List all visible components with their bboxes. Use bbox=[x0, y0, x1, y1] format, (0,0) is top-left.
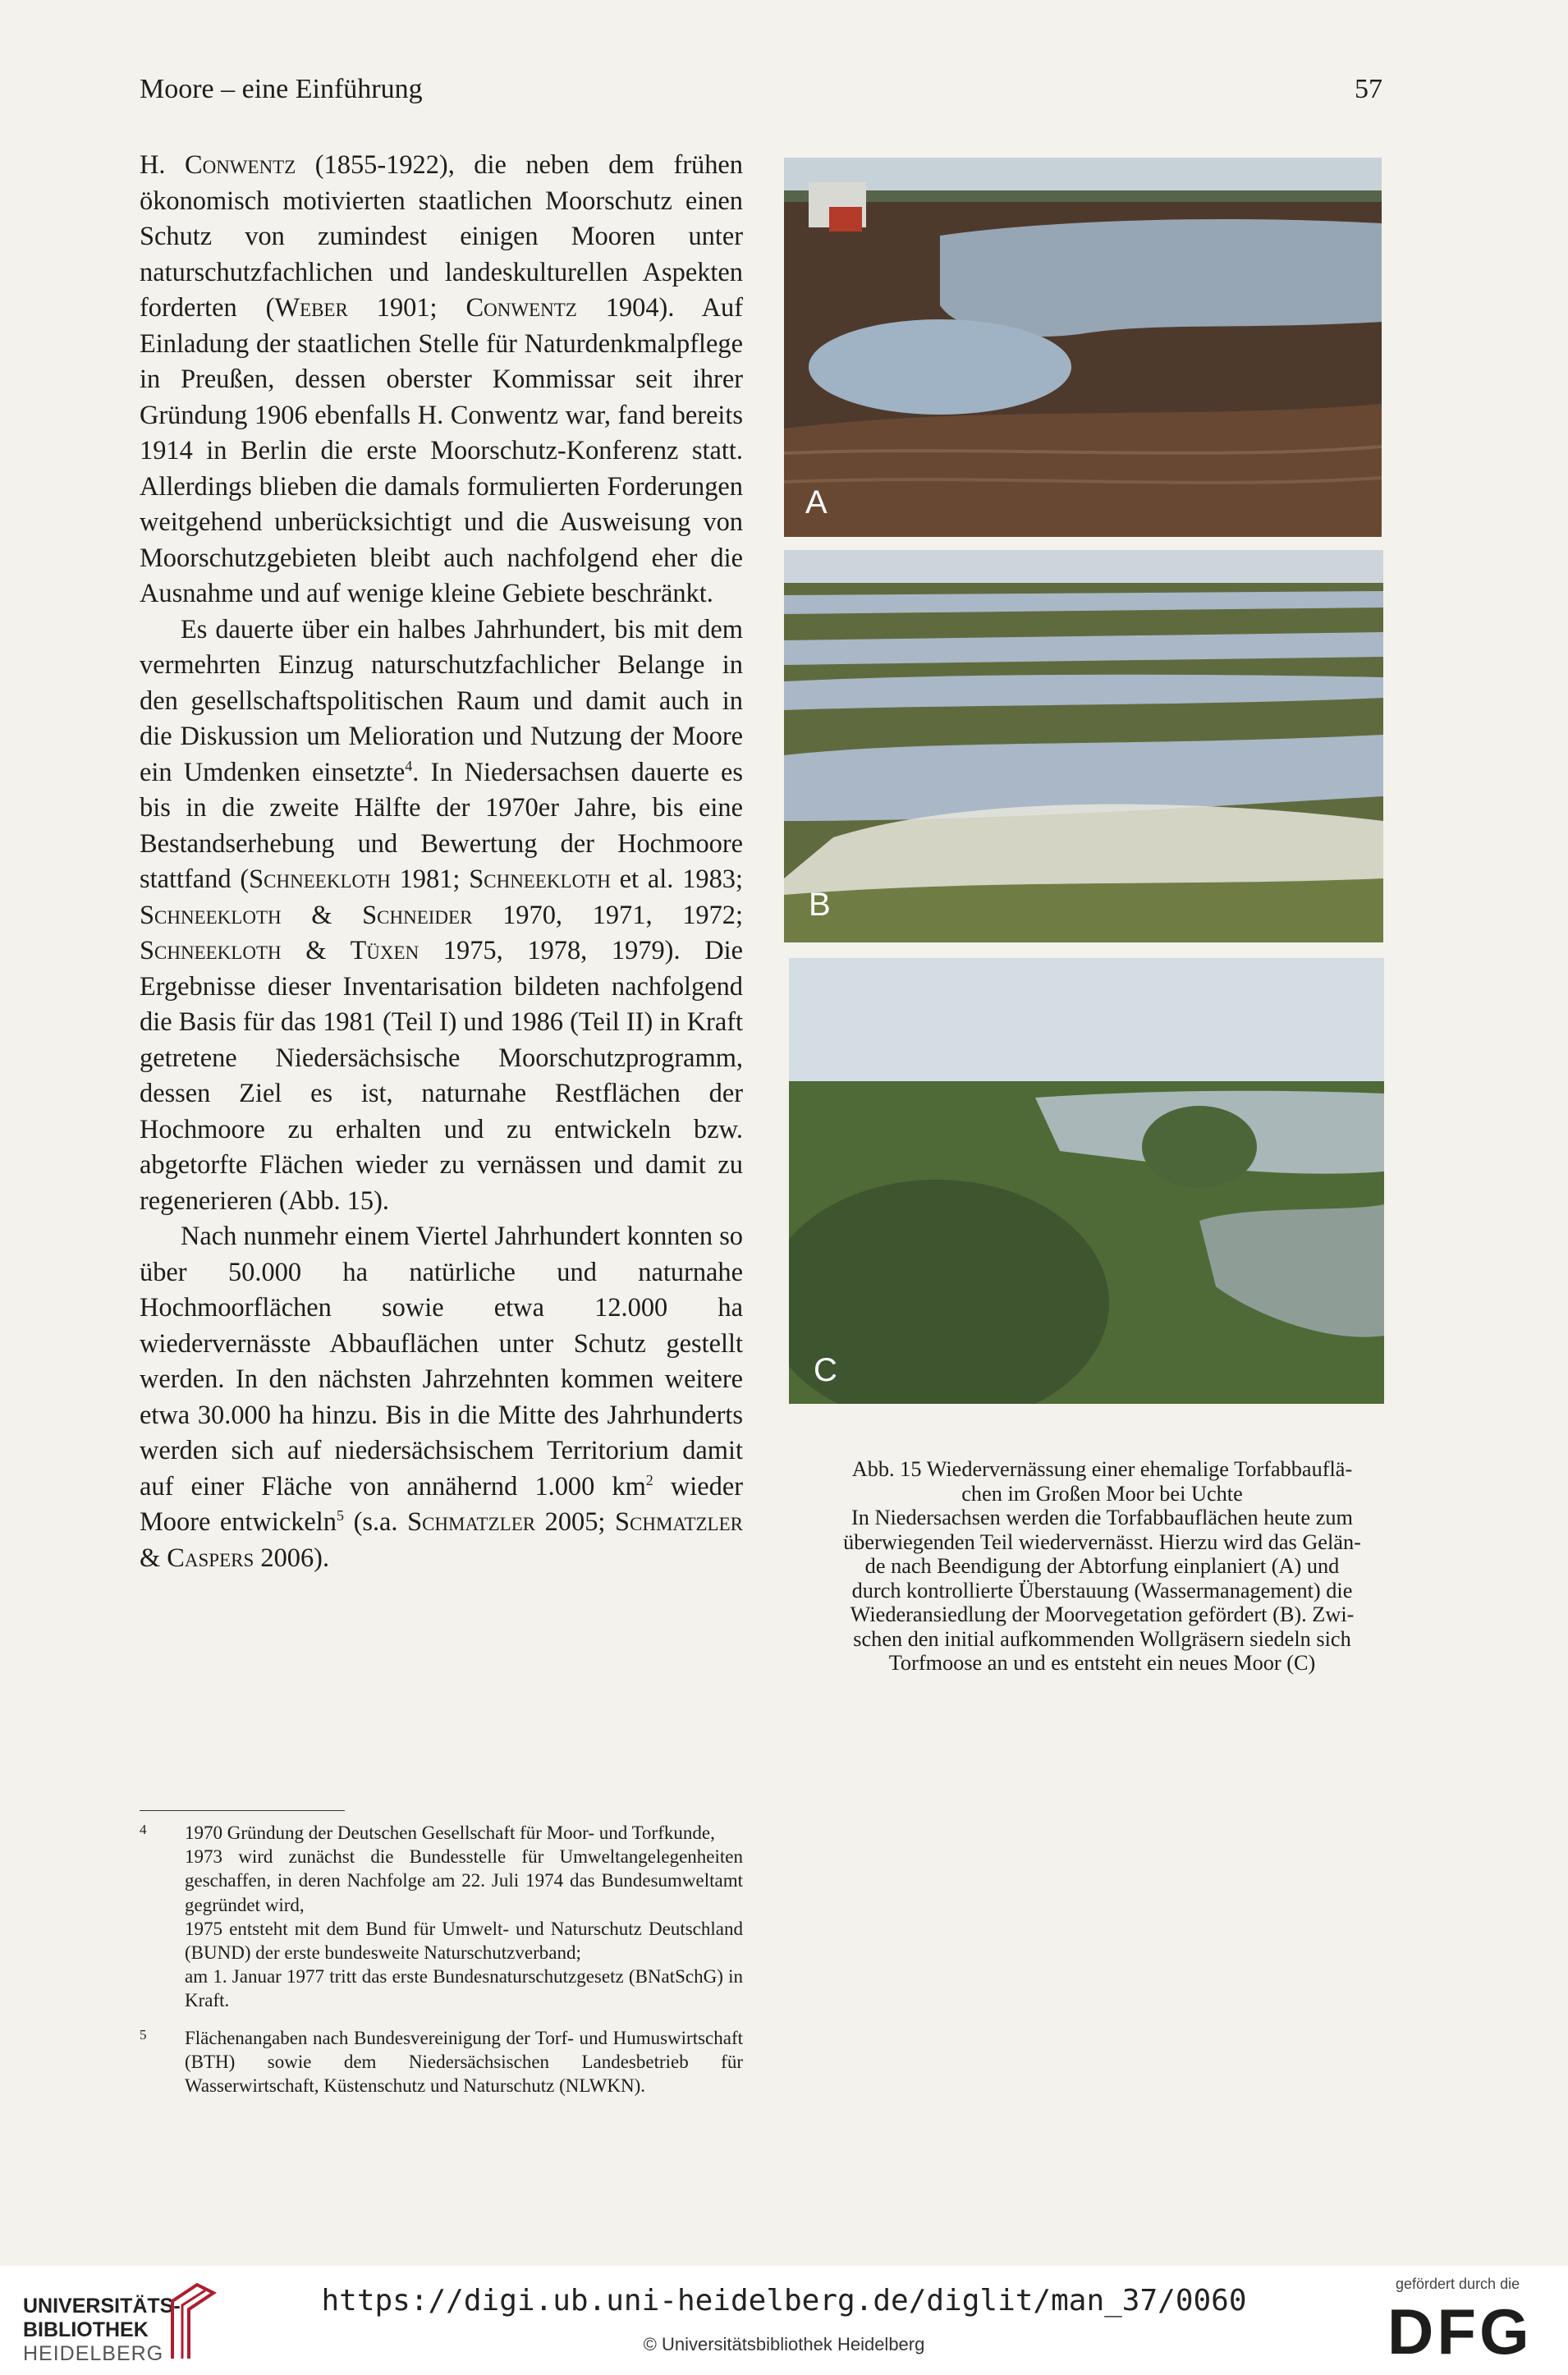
library-logo[interactable]: UNIVERSITÄTS- BIBLIOTHEK HEIDELBERG bbox=[23, 2295, 181, 2365]
photo-panel-c bbox=[789, 958, 1384, 1404]
figure-caption: Abb. 15 Wiedervernässung einer ehemalige Torfabbauflä- chen im Großen Moor bei Uchte In Niedersachsen werden die Torfabbauflächen heute zum überwiegenden Teil wiedervernässt. Hierzu wird das Gelän- de nach Beendigung der Abtorfung einplaniert (A) und durch kontrollierte Überstauung (Wassermanagement) die Wiederansiedlung der Moorvegetation gefördert (B). Zwi- schen den initial aufkommenden Wollgräsern siedeln sich Torfmoose an und es entsteht ein neues Moor (C) bbox=[843, 1457, 1361, 1675]
footnote-4: 4 1970 Gründung der Deutschen Gesellschaft für Moor- und Torfkunde, 1973 wird zunächst die Bundesstelle für Umweltangelegenheiten geschaffen, in deren Nachfolge am 22. Juli 1974 das Bundesumweltamt gegründet wird, 1975 entsteht mit dem Bund für Umwelt- und Naturschutz Deutschland (BUND) der erste bundesweite Naturschutzverband; am 1. Januar 1977 tritt das erste Bundesnaturschutzgesetz (BNatSchG) in Kraft. bbox=[140, 1822, 743, 2011]
main-text-column bbox=[140, 148, 743, 1576]
footnote-5: 5 Flächenangaben nach Bundesvereinigung der Torf- und Humuswirtschaft (BTH) sowie dem Niedersächsischen Landesbetrieb für Wasserwirtschaft, Küstenschutz und Naturschutz (NLWKN). bbox=[140, 2026, 743, 2097]
footnote-rule bbox=[140, 1810, 345, 1811]
panel-label-b: B bbox=[809, 887, 831, 923]
viewer-footer bbox=[0, 2266, 1568, 2375]
permalink-url[interactable]: https://digi.ub.uni-heidelberg.de/diglit/man_37/0060 bbox=[321, 2284, 1247, 2318]
dfg-logo[interactable]: DFG bbox=[1387, 2295, 1533, 2368]
photo-a-water bbox=[940, 219, 1382, 337]
photo-a-pool bbox=[809, 319, 1071, 415]
funding-note: gefördert durch die bbox=[1396, 2276, 1520, 2292]
page-number: 57 bbox=[1355, 74, 1382, 104]
photo-c-sky bbox=[789, 958, 1384, 1094]
footnote-ref-4[interactable]: 4 bbox=[405, 757, 413, 774]
photo-panel-a bbox=[784, 158, 1382, 537]
panel-label-c: C bbox=[814, 1352, 837, 1388]
footnote-ref-5[interactable]: 5 bbox=[337, 1507, 345, 1524]
photo-panel-b bbox=[784, 550, 1383, 942]
footnotes bbox=[140, 1821, 743, 2111]
panel-label-a: A bbox=[805, 484, 828, 520]
running-title: Moore – eine Einführung bbox=[140, 74, 423, 104]
photo-b-sky bbox=[784, 550, 1383, 583]
paragraph-3: Nach nunmehr einem Viertel Jahrhundert konnten so über 50.000 ha natürliche und naturnahe Hochmoorflächen sowie etwa 12.000 ha wiedervernässte Abbauflächen unter Schutz gestellt werden. In den nächsten Jahrzehnten kommen weitere etwa 30.000 ha hinzu. Bis in die Mitte des Jahrhunderts werden sich auf niedersächsischem Territorium damit auf einer Fläche von annähernd 1.000 $km^2$ wieder Moore entwickeln$^5$ (s.a. Schmatzler 2005; Schmatzler & Caspers 2006). bbox=[140, 1222, 743, 1573]
copyright-notice: © Universitätsbibliothek Heidelberg bbox=[643, 2334, 925, 2354]
paragraph-1: H. Conwentz (1855-1922), die neben dem frühen ökonomisch motivierten staatlichen Moorschutz einen Schutz von zumindest einigen Mooren unter naturschutzfachlichen und landeskulturellen Aspekten forderten (Weber 1901; Conwentz 1904). Auf Einladung der staatlichen Stelle für Naturdenkmalpflege in Preußen, dessen oberster Kommissar seit ihrer Gründung 1906 ebenfalls H. Conwentz war, fand bereits 1914 in Berlin die erste Moorschutz-Konferenz statt. Allerdings blieben die damals formulierten Forderungen weitgehend unberücksichtigt und die Ausweisung von Moorschutzgebieten bleibt auch nachfolgend eher die Ausnahme und auf wenige kleine Gebiete beschränkt. bbox=[140, 150, 743, 608]
paragraph-2: Es dauerte über ein halbes Jahrhundert, bis mit dem vermehrten Einzug naturschutzfachlicher Belange in den gesellschaftspolitischen Raum und damit auch in die Diskussion um Melioration und Nutzung der Moore ein Umdenken einsetzte$^4$. In Niedersachsen dauerte es bis in die zweite Hälfte der 1970er Jahre, bis eine Bestandserhebung und Bewertung der Hochmoore stattfand (Schneekloth 1981; Schneekloth et al. 1983; Schneekloth & Schneider 1970, 1971, 1972; Schneekloth & Tüxen 1975, 1978, 1979). Die Ergebnisse dieser Inventarisation bildeten nachfolgend die Basis für das 1981 (Teil I) und 1986 (Teil II) in Kraft getretene Niedersächsische Moorschutzprogramm, dessen Ziel es ist, naturnahe Restflächen der Hochmoore zu erhalten und zu entwickeln bzw. abgetorfte Flächen wieder zu vernässen und damit zu regenerieren (Abb. 15). bbox=[140, 614, 743, 1216]
